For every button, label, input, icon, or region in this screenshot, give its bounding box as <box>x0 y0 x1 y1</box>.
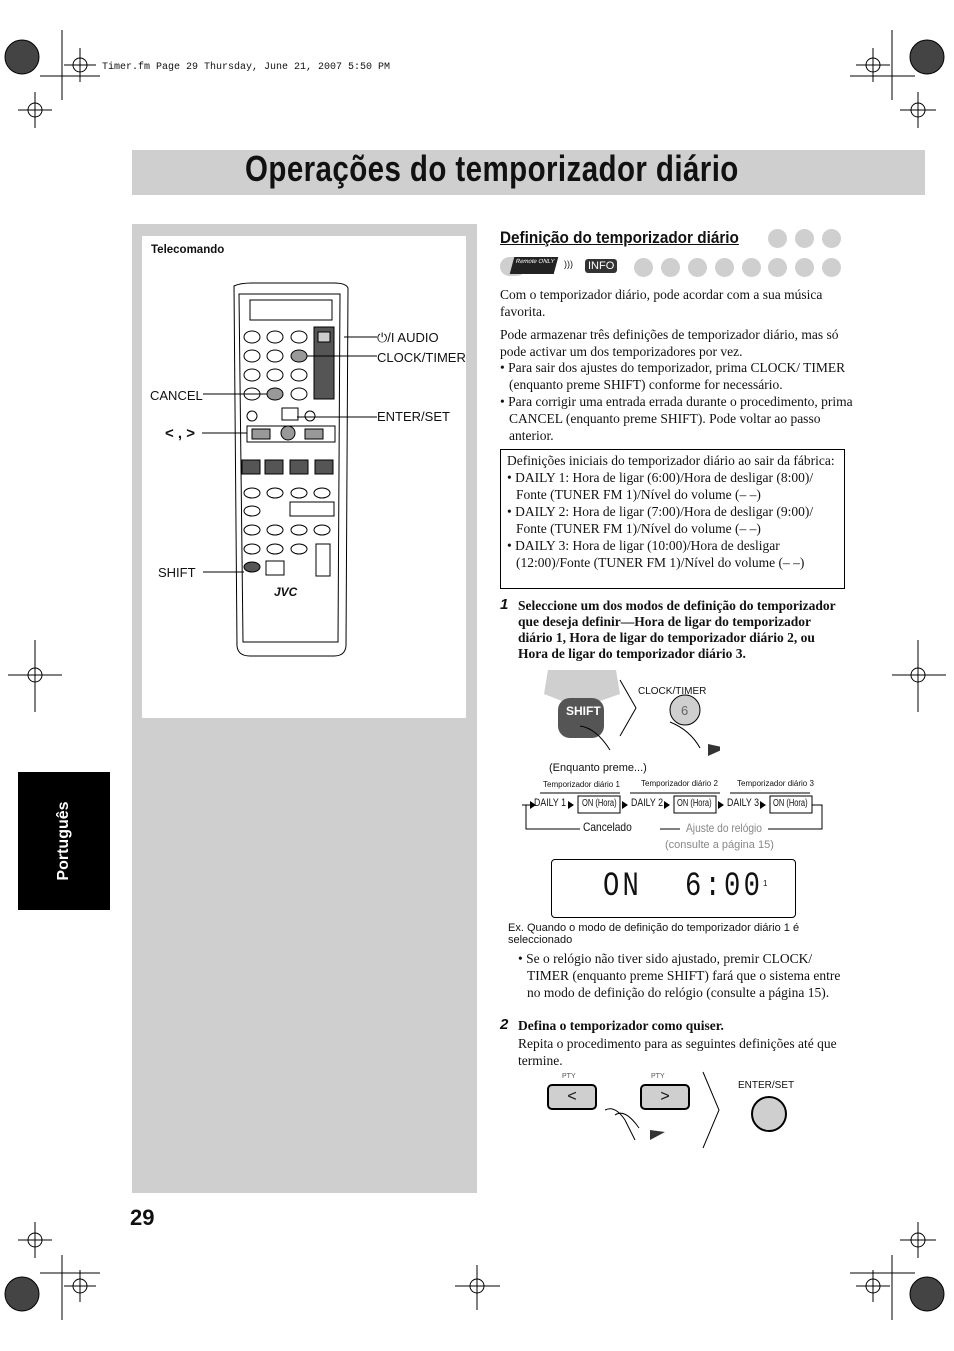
lcd-time: 6:00 <box>685 868 764 906</box>
timer-icon: 1 <box>763 879 768 888</box>
step-sub-text: Repita o procedimento para as seguintes definições até que termine. <box>518 1036 837 1068</box>
power-audio-label: ⏻/I AUDIO <box>377 330 439 345</box>
key-number: 6 <box>681 703 689 718</box>
decor-dot <box>768 258 787 277</box>
info-badge: INFO <box>585 259 617 273</box>
lcd-mode: ON <box>603 868 643 906</box>
flow-daily3: DAILY 3 <box>727 797 759 809</box>
factory-item: • DAILY 1: Hora de ligar (6:00)/Hora de desligar (8:00)/ Fonte (TUNER FM 1)/Nível do volume (– –) <box>507 470 814 502</box>
step-text: Defina o temporizador como quiser. <box>518 1018 724 1033</box>
flow-see-page: (consulte a página 15) <box>665 839 774 851</box>
intro-text: Com o temporizador diário, pode acordar com a sua música favorita. <box>500 287 823 319</box>
decor-dot <box>822 229 841 248</box>
step-number: 1 <box>500 596 509 613</box>
para-text: Pode armazenar três definições de temporizador diário, mas só pode activar um dos temporizadores por vez. <box>500 327 839 359</box>
factory-item: • DAILY 2: Hora de ligar (7:00)/Hora de desligar (9:00)/ Fonte (TUNER FM 1)/Nível do volume (– –) <box>507 504 814 536</box>
enter-set-key-label: ENTER/SET <box>738 1080 795 1091</box>
timer-flow-diagram <box>520 785 830 835</box>
flow-on2: ON (Hora) <box>677 798 712 809</box>
hand-press-illustration <box>595 1070 755 1160</box>
page-number: 29 <box>130 1205 155 1230</box>
flow-cancelled: Cancelado <box>583 820 632 834</box>
remote-heading: Telecomando <box>151 244 225 256</box>
decor-dot <box>688 258 707 277</box>
step-text: Seleccione um dos modos de definição do temporizador que deseja definir—Hora de ligar do temporizador diário 1, Hora de ligar do temporizador diário 2, ou Hora de ligar do temporizador diário 3. <box>518 598 836 661</box>
shift-label: SHIFT <box>158 565 196 580</box>
remote-control-illustration <box>142 236 466 718</box>
right-key: > <box>640 1084 690 1110</box>
flow-daily1: DAILY 1 <box>534 797 566 809</box>
flow-timer2-label: Temporizador diário 2 <box>641 779 718 788</box>
decor-dot <box>768 229 787 248</box>
section-title: Definição do temporizador diário <box>500 228 739 247</box>
decor-dot <box>742 258 761 277</box>
while-pressing-label: (Enquanto preme...) <box>549 762 647 774</box>
factory-intro: Definições iniciais do temporizador diário ao sair da fábrica: <box>507 453 835 468</box>
decor-dot <box>795 229 814 248</box>
flow-clock-adjust: Ajuste do relógio <box>686 821 762 835</box>
decor-dot <box>715 258 734 277</box>
decor-dot <box>634 258 653 277</box>
enter-set-label: ENTER/SET <box>377 409 450 424</box>
arrows-label: < , > <box>165 425 196 442</box>
left-key: < <box>547 1084 597 1110</box>
factory-defaults-box <box>500 449 845 589</box>
decor-dot <box>661 258 680 277</box>
clock-note: • Se o relógio não tiver sido ajustado, premir CLOCK/ TIMER (enquanto preme SHIFT) fará que o sistema entre no modo de definição do relógio (consulte a página 15). <box>518 951 841 1000</box>
jvc-logo: JVC <box>274 585 298 599</box>
flow-timer1-label: Temporizador diário 1 <box>543 780 620 789</box>
flow-daily2: DAILY 2 <box>631 797 663 809</box>
shift-clock-illustration <box>540 668 720 768</box>
language-tab-label: Português <box>55 801 72 881</box>
factory-item: • DAILY 3: Hora de ligar (10:00)/Hora de desligar (12:00)/Fonte (TUNER FM 1)/Nível do volume (– –) <box>507 538 805 570</box>
enter-set-key <box>751 1096 787 1132</box>
decor-dot <box>795 258 814 277</box>
page-title: Operações do temporizador diário <box>245 148 739 189</box>
clock-timer-key-label: CLOCK/TIMER <box>638 686 707 697</box>
flow-on3: ON (Hora) <box>773 798 808 809</box>
file-info: Timer.fm Page 29 Thursday, June 21, 2007 5:50 PM <box>102 62 391 73</box>
example-caption: Ex. Quando o modo de definição do temporizador diário 1 é seleccionado <box>508 922 800 946</box>
bullet-text: • Para corrigir uma entrada errada durante o procedimento, prima CANCEL (enquanto preme SHIFT). Pode voltar ao passo anterior. <box>500 394 853 443</box>
bullet-text: • Para sair dos ajustes do temporizador, prima CLOCK/ TIMER (enquanto preme SHIFT) conforme for necessário. <box>500 360 846 392</box>
flow-timer3-label: Temporizador diário 3 <box>737 779 814 788</box>
step-number: 2 <box>500 1016 509 1033</box>
signal-icon: ))) <box>564 259 573 269</box>
shift-key-label: SHIFT <box>566 704 601 718</box>
cancel-label: CANCEL <box>150 388 203 403</box>
pty-right-label: PTY <box>651 1073 665 1080</box>
flow-on1: ON (Hora) <box>582 798 617 809</box>
decor-dot <box>822 258 841 277</box>
clock-timer-label: CLOCK/TIMER <box>377 350 466 365</box>
remote-only-badge: Remote ONLY <box>510 257 559 274</box>
pty-left-label: PTY <box>562 1073 576 1080</box>
